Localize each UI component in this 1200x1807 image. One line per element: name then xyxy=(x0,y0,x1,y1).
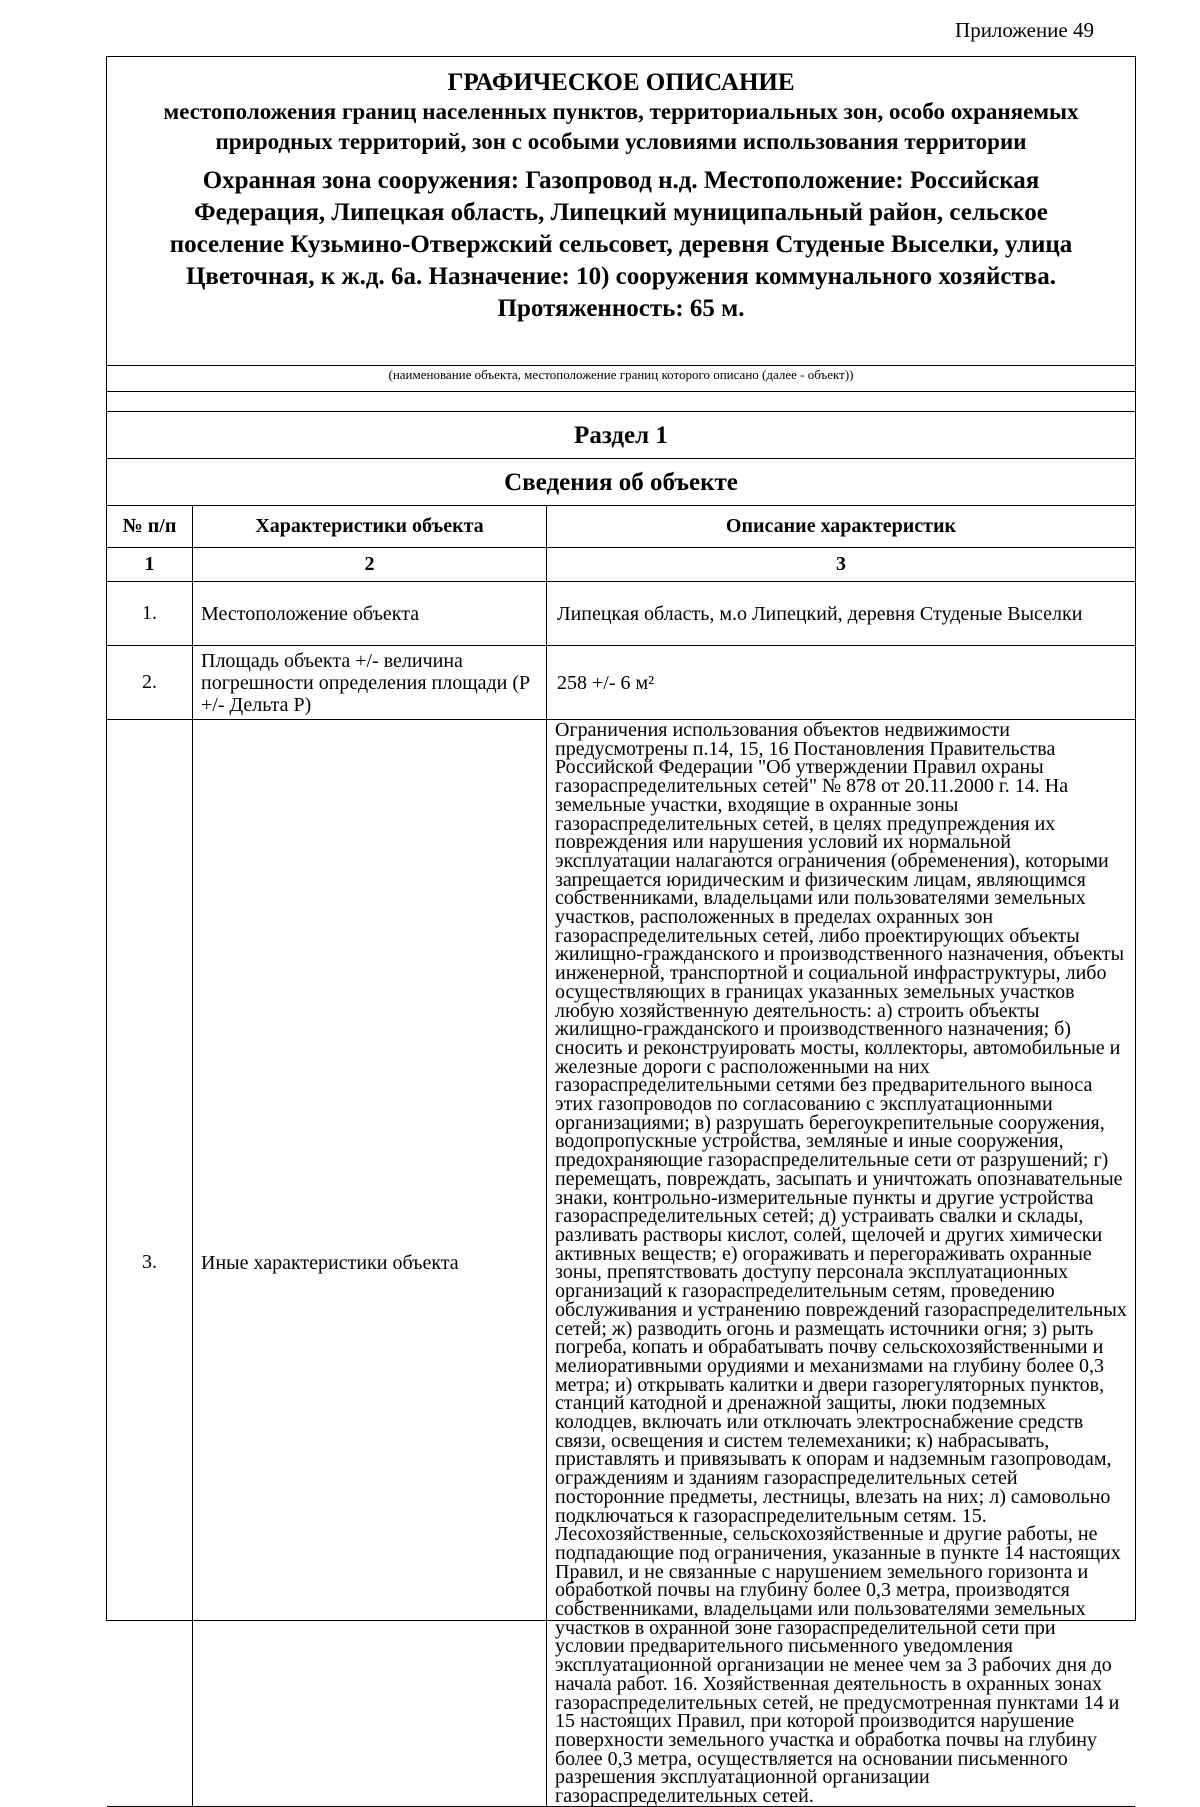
row-number: 1. xyxy=(107,582,193,646)
document-title: ГРАФИЧЕСКОЕ ОПИСАНИЕ xyxy=(447,69,795,96)
row-description: 258 +/- 6 м² xyxy=(547,646,1136,720)
row-description: Липецкая область, м.о Липецкий, деревня Студеные Выселки xyxy=(547,582,1136,646)
table-header-row xyxy=(107,506,1135,548)
table-row xyxy=(107,582,1135,646)
section-title: Раздел 1 xyxy=(107,412,1135,459)
document-header xyxy=(107,57,1135,366)
document-frame xyxy=(106,56,1136,1807)
table-row xyxy=(107,646,1135,720)
object-caption: (наименование объекта, местоположение границ которого описано (далее - объект)) xyxy=(107,366,1135,392)
spacer-row xyxy=(107,392,1135,412)
document-subtitle: местоположения границ населенных пунктов, территориальных зон, особо охраняемых природных территорий, зон с особыми условиями использования территории xyxy=(163,99,1079,154)
column-number: 3 xyxy=(547,548,1136,582)
header-characteristic: Характеристики объекта xyxy=(193,506,547,548)
row-description-long: Ограничения использования объектов недвижимости предусмотрены п.14, 15, 16 Постановления Правительства Российской Федерации "Об утверждении Правил охраны газораспределительных сетей" № 878 от 20.11.2000 г. 14. На земельные участки, входящие в охранные зоны газораспределительных сетей, в целях предупреждения их повреждения или нарушения условий их нормальной эксплуатации налагаются ограничения (обременения), которыми запрещается юридическим и физическим лицам, являющимся собственниками, владельцами или пользователями земельных участков, расположенных в пределах охранных зон газораспределительных сетей, либо проектирующих объекты жилищно-гражданского и производственного назначения, объекты инженерной, транспортной и социальной инфраструктуры, либо осуществляющих в границах указанных земельных участков любую хозяйственную деятельность: а) строить объекты жилищно-гражданского и производственного назначения; б) сносить и реконструировать мосты, коллекторы, автомобильные и железные дороги с расположенными на них газораспределительными сетями без предварительного выноса этих газопроводов по согласованию с эксплуатационными организациями; в) разрушать берегоукрепительные сооружения, водопропускные устройства, земляные и иные сооружения, предохраняющие газораспределительные сети от разрушений; г) перемещать, повреждать, засыпать и уничтожать опознавательные знаки, контрольно-измерительные пункты и другие устройства газораспределительных сетей; д) устраивать свалки и склады, разливать растворы кислот, солей, щелочей и других химически активных веществ; е) огораживать и перегораживать охранные зоны, препятствовать доступу персонала эксплуатационных организаций к газораспределительным сетям, проведению обслуживания и устранению повреждений газораспределительных сетей; ж) разводить огонь и размещать источники огня; з) рыть погреба, копать и обрабатывать почву сельскохозяйственными и мелиоративными орудиями и механизмами на глубину более 0,3 метра; и) открывать калитки и двери газорегуляторных пунктов, станций катодной и дренажной защиты, люки подземных колодцев, включать или отключать электроснабжение средств связи, освещения и систем телемеханики; к) набрасывать, приставлять и привязывать к опорам и надземным газопроводам, ограждениям и зданиям газораспределительных сетей посторонние предметы, лестницы, влезать на них; л) самовольно подключаться к газораспределительным сетям. 15. Лесохозяйственные, сельскохозяйственные и другие работы, не подпадающие под ограничения, указанные в пункте 14 настоящих Правил, и не связанные с нарушением земельного горизонта и обработкой почвы на глубину более 0,3 метра, производятся собственниками, владельцами или пользователями земельных участков в охранной зоне газораспределительной сети при условии предварительного письменного уведомления эксплуатационной организации не менее чем за 3 рабочих дня до начала работ. 16. Хозяйственная деятельность в охранных зонах газораспределительных сетей, не предусмотренная пунктами 14 и 15 настоящих Правил, при которой производится нарушение поверхности земельного участка и обработка почвы на глубину более 0,3 метра, осуществляется на основании письменного разрешения эксплуатационной организации газораспределительных сетей. xyxy=(547,720,1136,1807)
object-description: Охранная зона сооружения: Газопровод н.д. Местоположение: Российская Федерация, Липецкая область, Липецкий муниципальный район, сельское поселение Кузьмино-Отвержский сельсовет, деревня Студеные Выселки, улица Цветочная, к ж.д. 6а. Назначение: 10) сооружения коммунального хозяйства. Протяженность: 65 м. xyxy=(169,167,1073,322)
row-number: 3. xyxy=(107,720,193,1807)
row-characteristic: Иные характеристики объекта xyxy=(193,720,547,1807)
column-number-row xyxy=(107,548,1135,582)
column-number: 1 xyxy=(107,548,193,582)
row-characteristic: Площадь объекта +/- величина погрешности определения площади (Р +/- Дельта Р) xyxy=(193,646,547,720)
header-num: № п/п xyxy=(107,506,193,548)
column-number: 2 xyxy=(193,548,547,582)
row-characteristic: Местоположение объекта xyxy=(193,582,547,646)
table-row xyxy=(107,720,1135,1807)
appendix-label: Приложение 49 xyxy=(955,18,1094,42)
object-info-table xyxy=(107,506,1135,1807)
header-description: Описание характеристик xyxy=(547,506,1136,548)
row-number: 2. xyxy=(107,646,193,720)
section-subtitle: Сведения об объекте xyxy=(107,459,1135,506)
